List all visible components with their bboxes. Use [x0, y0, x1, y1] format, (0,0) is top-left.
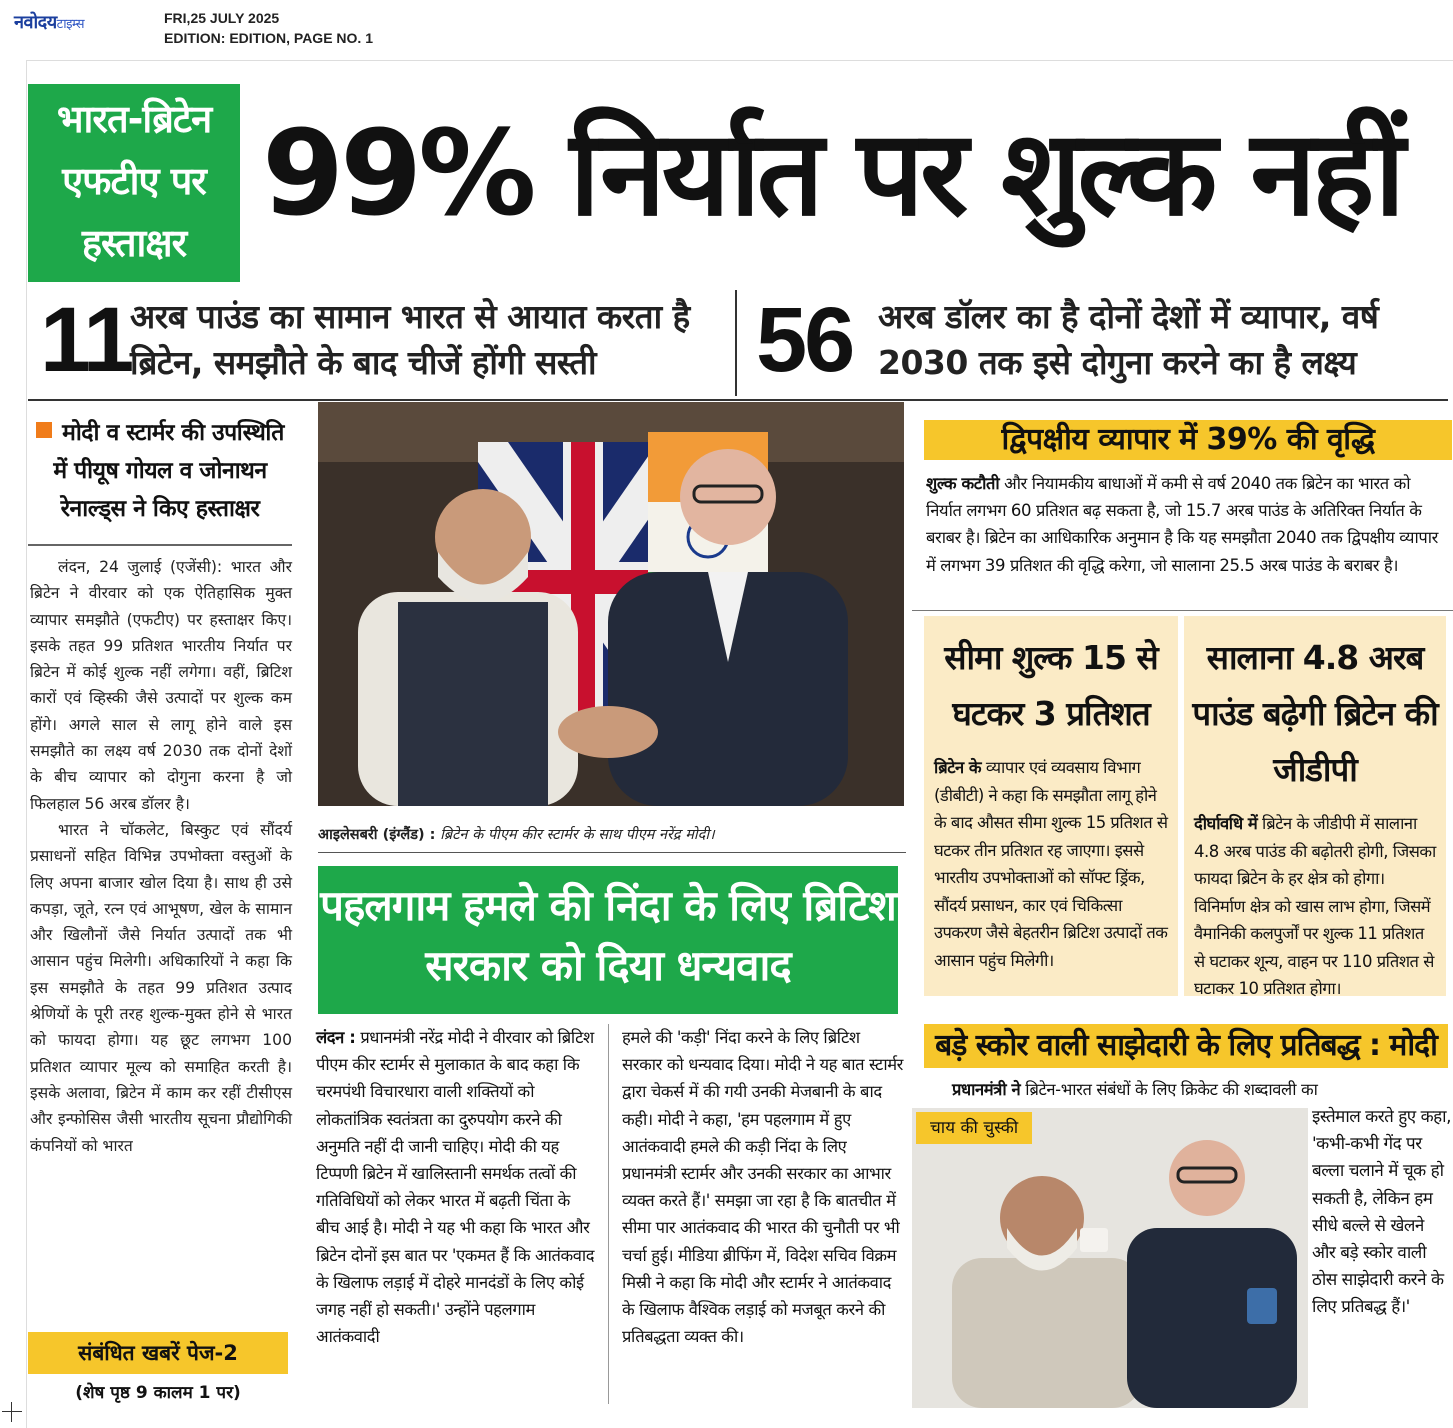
stat-divider — [735, 290, 737, 396]
caption-place: आइलेसबरी (इंग्लैंड) : — [318, 827, 436, 843]
trade-rule — [912, 610, 1453, 611]
related-news-link[interactable]: संबंधित खबरें पेज-2 — [28, 1332, 288, 1374]
column-separator — [608, 1024, 609, 1404]
lead-story — [28, 408, 292, 1423]
handshake — [558, 706, 658, 758]
continued-note: (शेष पृष्ठ 9 कालम 1 पर) — [75, 1383, 241, 1403]
orange-bullet-icon — [36, 422, 52, 438]
trade-lead: शुल्क कटौती — [926, 474, 1000, 493]
lead-deck — [28, 414, 292, 528]
stat-right — [752, 290, 1448, 396]
gdp-lead: दीर्घावधि में — [1194, 814, 1258, 833]
issue-date: FRI,25 JULY 2025 — [164, 10, 280, 26]
pahalgam-headline: पहलगाम हमले की निंदा के लिए ब्रिटिश सरकार को दिया धन्यवाद — [318, 866, 898, 1014]
stat-left — [36, 290, 732, 396]
cricket-lead: प्रधानमंत्री ने — [952, 1080, 1021, 1099]
duty-headline: सीमा शुल्क 15 से घटकर 3 प्रतिशत — [944, 638, 1158, 733]
cricket-side-text: इस्तेमाल करते हुए कहा, 'कभी-कभी गेंद पर बल्ला चलाने में चूक हो सकती है, लेकिन हम सीधे बल्ले से खेलने और बड़े स्कोर वाली ठोस साझेदारी करने के लिए प्रतिबद्ध हैं।' — [1312, 1107, 1451, 1318]
tea-photo-label: चाय की चुस्की — [916, 1112, 1032, 1144]
newspaper-logo — [14, 10, 84, 34]
cricket-intro — [952, 1076, 1448, 1103]
duty-box — [924, 616, 1178, 996]
handshake-illustration — [318, 402, 904, 806]
logo-sub: टाइम्स — [56, 17, 84, 32]
crosshair-icon — [0, 1400, 24, 1424]
photo-caption — [318, 822, 906, 848]
tea-photo — [912, 1108, 1308, 1408]
lead-deck-text: मोदी व स्टार्मर की उपस्थिति में पीयूष गोयल व जोनाथन रेनाल्ड्स ने किए हस्ताक्षर — [53, 420, 284, 522]
duty-lead: ब्रिटेन के — [934, 758, 982, 777]
trade-body — [926, 470, 1448, 579]
pahalgam-col-1-text: प्रधानमंत्री नरेंद्र मोदी ने वीरवार को ब्रिटिश पीएम कीर स्टार्मर से मुलाकात के बाद कहा कि चरमपंथी विचारधारा वाली शक्तियों को लोकतांत्रिक स्वतंत्रता का दुरुपयोग करने की अनुमति नहीं दी जानी चाहिए। मोदी की यह टिप्पणी ब्रिटेन में खालिस्तानी समर्थक तत्वों की गतिविधियों को लेकर भारत में बढ़ती चिंता के बीच आई है। मोदी ने यह भी कहा कि भारत और ब्रिटेन दोनों इस बात पर 'एकमत हैं कि आतंकवाद के खिलाफ लड़ाई में दोहरे मानदंडों के लिए कोई जगह नहीं हो सकती।' उन्होंने पहलगाम आतंकवादी — [316, 1028, 595, 1347]
caption-text: ब्रिटेन के पीएम कीर स्टार्मर के साथ पीएम नरेंद्र मोदी। — [440, 827, 715, 843]
pahalgam-dateline: लंदन : — [316, 1028, 356, 1047]
stat-right-number: 56 — [756, 289, 853, 391]
caption-rule — [318, 852, 906, 853]
cricket-headline: बड़े स्कोर वाली साझेदारी के लिए प्रतिबद्ध : मोदी — [924, 1024, 1448, 1068]
lead-body — [30, 554, 292, 1159]
gdp-headline: सालाना 4.8 अरब पाउंड बढ़ेगी ब्रिटेन की जीडीपी — [1192, 638, 1438, 789]
trade-text: और नियामकीय बाधाओं में कमी से वर्ष 2040 तक ब्रिटेन का भारत को निर्यात लगभग 60 प्रतिशत बढ़ सकता है, जो 15.7 अरब पाउंड के अतिरिक्त निर्यात के बराबर है। ब्रिटेन का आधिकारिक अनुमान है कि यह समझौता 2040 तक द्विपक्षीय व्यापार में लगभग 39 प्रतिशत की वृद्धि करेगा, जो सालाना 25.5 अरब पाउंड के बराबर है। — [926, 474, 1438, 575]
stat-right-text: अरब डॉलर का है दोनों देशों में व्यापार, वर्ष 2030 तक इसे दोगुना करने का है लक्ष्य — [878, 297, 1379, 382]
duty-body — [924, 742, 1178, 974]
kicker-box: भारत-ब्रिटेन एफटीए पर हस्ताक्षर — [28, 84, 240, 282]
dateline — [164, 8, 373, 48]
pahalgam-col-1 — [316, 1024, 598, 1350]
gdp-text: ब्रिटेन के जीडीपी में सालाना 4.8 अरब पाउंड की बढ़ोतरी होगी, जिसका फायदा ब्रिटेन के हर क्षेत्र को होगा। विनिर्माण क्षेत्र को खास लाभ होगा, जिसमें वैमानिकी कलपुर्जों पर शुल्क 11 प्रतिशत से घटाकर शून्य, वाहन पर 110 प्रतिशत से घटाकर 10 प्रतिशत होगा। — [1194, 814, 1436, 998]
main-headline: 99% निर्यात पर शुल्क नहीं — [262, 104, 1402, 242]
cricket-intro-text: ब्रिटेन-भारत संबंधों के लिए क्रिकेट की शब्दावली का — [1025, 1080, 1318, 1099]
masthead-rule — [28, 399, 1448, 401]
pahalgam-col-2: हमले की 'कड़ी' निंदा करने के लिए ब्रिटिश सरकार को धन्यवाद दिया। मोदी ने यह बात स्टार्मर द्वारा चेकर्स में की गयी उनकी मेजबानी के बाद कही। मोदी ने कहा, 'हम पहलगाम में हुए आतंकवादी हमले की कड़ी निंदा के लिए प्रधानमंत्री स्टार्मर और उनकी सरकार का आभार व्यक्त करते हैं।' समझा जा रहा है कि बातचीत में सीमा पार आतंकवाद की भारत की चुनौती पर भी चर्चा हुई। मीडिया ब्रीफिंग में, विदेश सचिव विक्रम मिस्री ने कहा कि मोदी और स्टार्मर ने आतंकवाद के खिलाफ वैश्विक लड़ाई को मजबूत करने की प्रतिबद्धता व्यक्त की। — [622, 1028, 904, 1347]
gdp-body — [1184, 798, 1446, 1003]
stat-left-number: 11 — [40, 289, 132, 391]
lead-para-2: भारत ने चॉकलेट, बिस्कुट एवं सौंदर्य प्रसाधनों सहित विभिन्न उपभोक्ता वस्तुओं के लिए अपना बाजार खोल दिया है। साथ ही उसे कपड़ा, जूते, रत्न एवं आभूषण, खेल के सामान और खिलौनों जैसे निर्यात उत्पादों तक भी आसान पहुंच मिलेगी। अधिकारियों ने कहा कि इस समझौते के तहत 99 प्रतिशत उत्पाद श्रेणियों के पूरी तरह शुल्क-मुक्त होने से भारत को फायदा होगा। यह छूट लगभग 100 प्रतिशत व्यापार मूल्य को समाहित करती है। इसके अलावा, ब्रिटेन में काम कर रहीं टीसीएस और इन्फोसिस जैसी भारतीय सूचना प्रौद्योगिकी कंपनियों को भारत — [30, 820, 292, 1155]
gdp-box — [1184, 616, 1446, 996]
handshake-photo — [318, 402, 904, 806]
logo-main: नवोदय — [14, 12, 57, 33]
lead-para-1: लंदन, 24 जुलाई (एजेंसी): भारत और ब्रिटेन ने वीरवार को एक ऐतिहासिक मुक्त व्यापार समझौते (एफटीए) पर हस्ताक्षर किए। इसके तहत 99 प्रतिशत भारतीय निर्यात पर ब्रिटेन में कोई शुल्क नहीं लगेगा। वहीं, ब्रिटिश कारों एवं व्हिस्की जैसे उत्पादों पर शुल्क कम होंगे। अगले साल से लागू होने वाले इस समझौते का लक्ष्य वर्ष 2030 तक दोनों देशों के बीच व्यापार को दोगुना करना है जो फिलहाल 56 अरब डॉलर है। — [30, 558, 292, 813]
top-bar — [0, 0, 1453, 56]
duty-text: व्यापार एवं व्यवसाय विभाग (डीबीटी) ने कहा कि समझौता लागू होने के बाद औसत सीमा शुल्क 15 प्रतिशत से घटकर तीन प्रतिशत रह जाएगा। इससे भारतीय उपभोक्ताओं को सॉफ्ट ड्रिंक, सौंदर्य प्रसाधन, कार एवं चिकित्सा उपकरण जैसे बेहतरीन ब्रिटिश उत्पादों तक आसान पहुंच मिलेगी। — [934, 758, 1168, 970]
deck-rule — [28, 544, 292, 546]
tea-illustration — [912, 1108, 1308, 1408]
stat-left-text: अरब पाउंड का सामान भारत से आयात करता है ब्रिटेन, समझौते के बाद चीजें होंगी सस्ती — [130, 297, 690, 382]
trade-headline: द्विपक्षीय व्यापार में 39% की वृद्धि — [924, 420, 1452, 460]
edition-info: EDITION: EDITION, PAGE NO. 1 — [164, 30, 373, 46]
